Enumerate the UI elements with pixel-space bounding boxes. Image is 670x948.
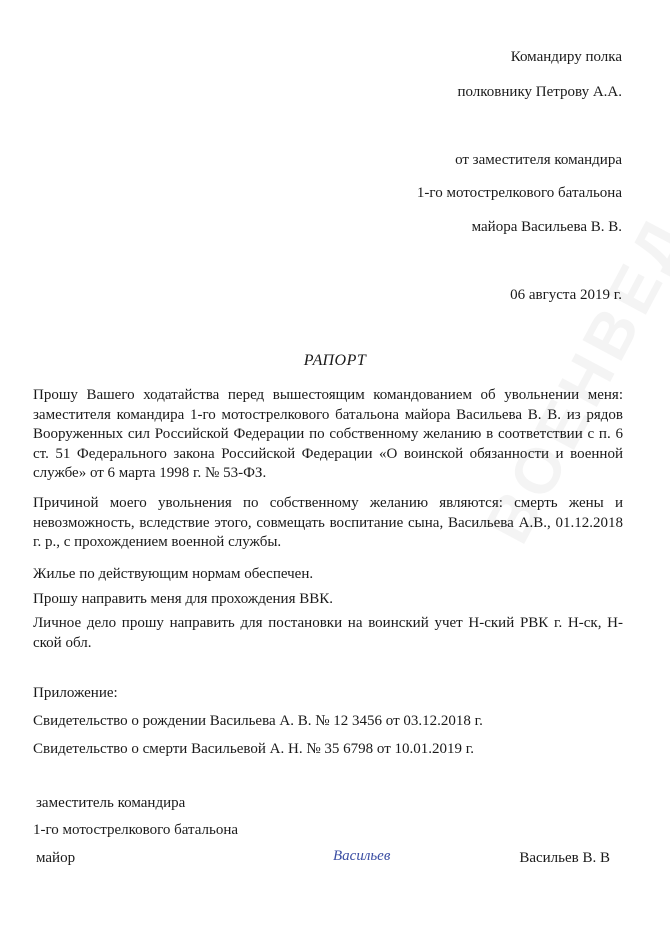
body-paragraph-personal-file: Личное дело прошу направить для постановки на воинский учет Н-ский РВК г. Н-ск, Н-ской обл. [33, 615, 623, 651]
signature-name: Васильев В. В [519, 850, 610, 866]
document-date: 06 августа 2019 г. [510, 287, 622, 303]
signature-position: заместитель командира [36, 795, 186, 811]
body-paragraph-housing: Жилье по действующим нормам обеспечен. [33, 566, 314, 582]
signature-unit: 1-го мотострелкового батальона [33, 822, 239, 838]
appendix-item-death-certificate: Свидетельство о смерти Васильевой А. Н. № 35 6798 от 10.01.2019 г. [33, 741, 474, 757]
addressee-position: Командиру полка [510, 49, 622, 65]
sender-unit: 1-го мотострелкового батальона [416, 185, 622, 201]
body-paragraph-medical: Прошу направить меня для прохождения ВВК. [33, 591, 333, 607]
handwritten-signature: Васильев [333, 848, 391, 864]
sender-position: от заместителя командира [455, 152, 622, 168]
document-title: РАПОРТ [303, 352, 367, 369]
appendix-heading: Приложение: [33, 685, 118, 701]
signature-rank: майор [36, 850, 76, 866]
appendix-item-birth-certificate: Свидетельство о рождении Васильева А. В. № 12 3456 от 03.12.2018 г. [33, 713, 483, 729]
body-paragraph-reason: Причиной моего увольнения по собственному желанию являются: смерть жены и невозможность, вследствие этого, совмещать воспитание сына, Васильева А.В., 01.12.2018 г. р., с прохождением военной службы. [33, 495, 623, 551]
addressee-name: полковнику Петрову А.А. [457, 84, 622, 100]
body-paragraph-request: Прошу Вашего ходатайства перед вышестоящим командованием об увольнении меня: заместителя командира 1-го мотострелкового батальона майора Васильева В. В. из рядов Вооруженных сил Российской Федерации по собственному желанию в соответствии с п. 6 ст. 51 Федерального закона Российской Федерации «О воинской обязанности и военной службе» от 6 марта 1998 г. № 53-ФЗ. [33, 387, 623, 482]
sender-name: майора Васильева В. В. [471, 219, 622, 235]
